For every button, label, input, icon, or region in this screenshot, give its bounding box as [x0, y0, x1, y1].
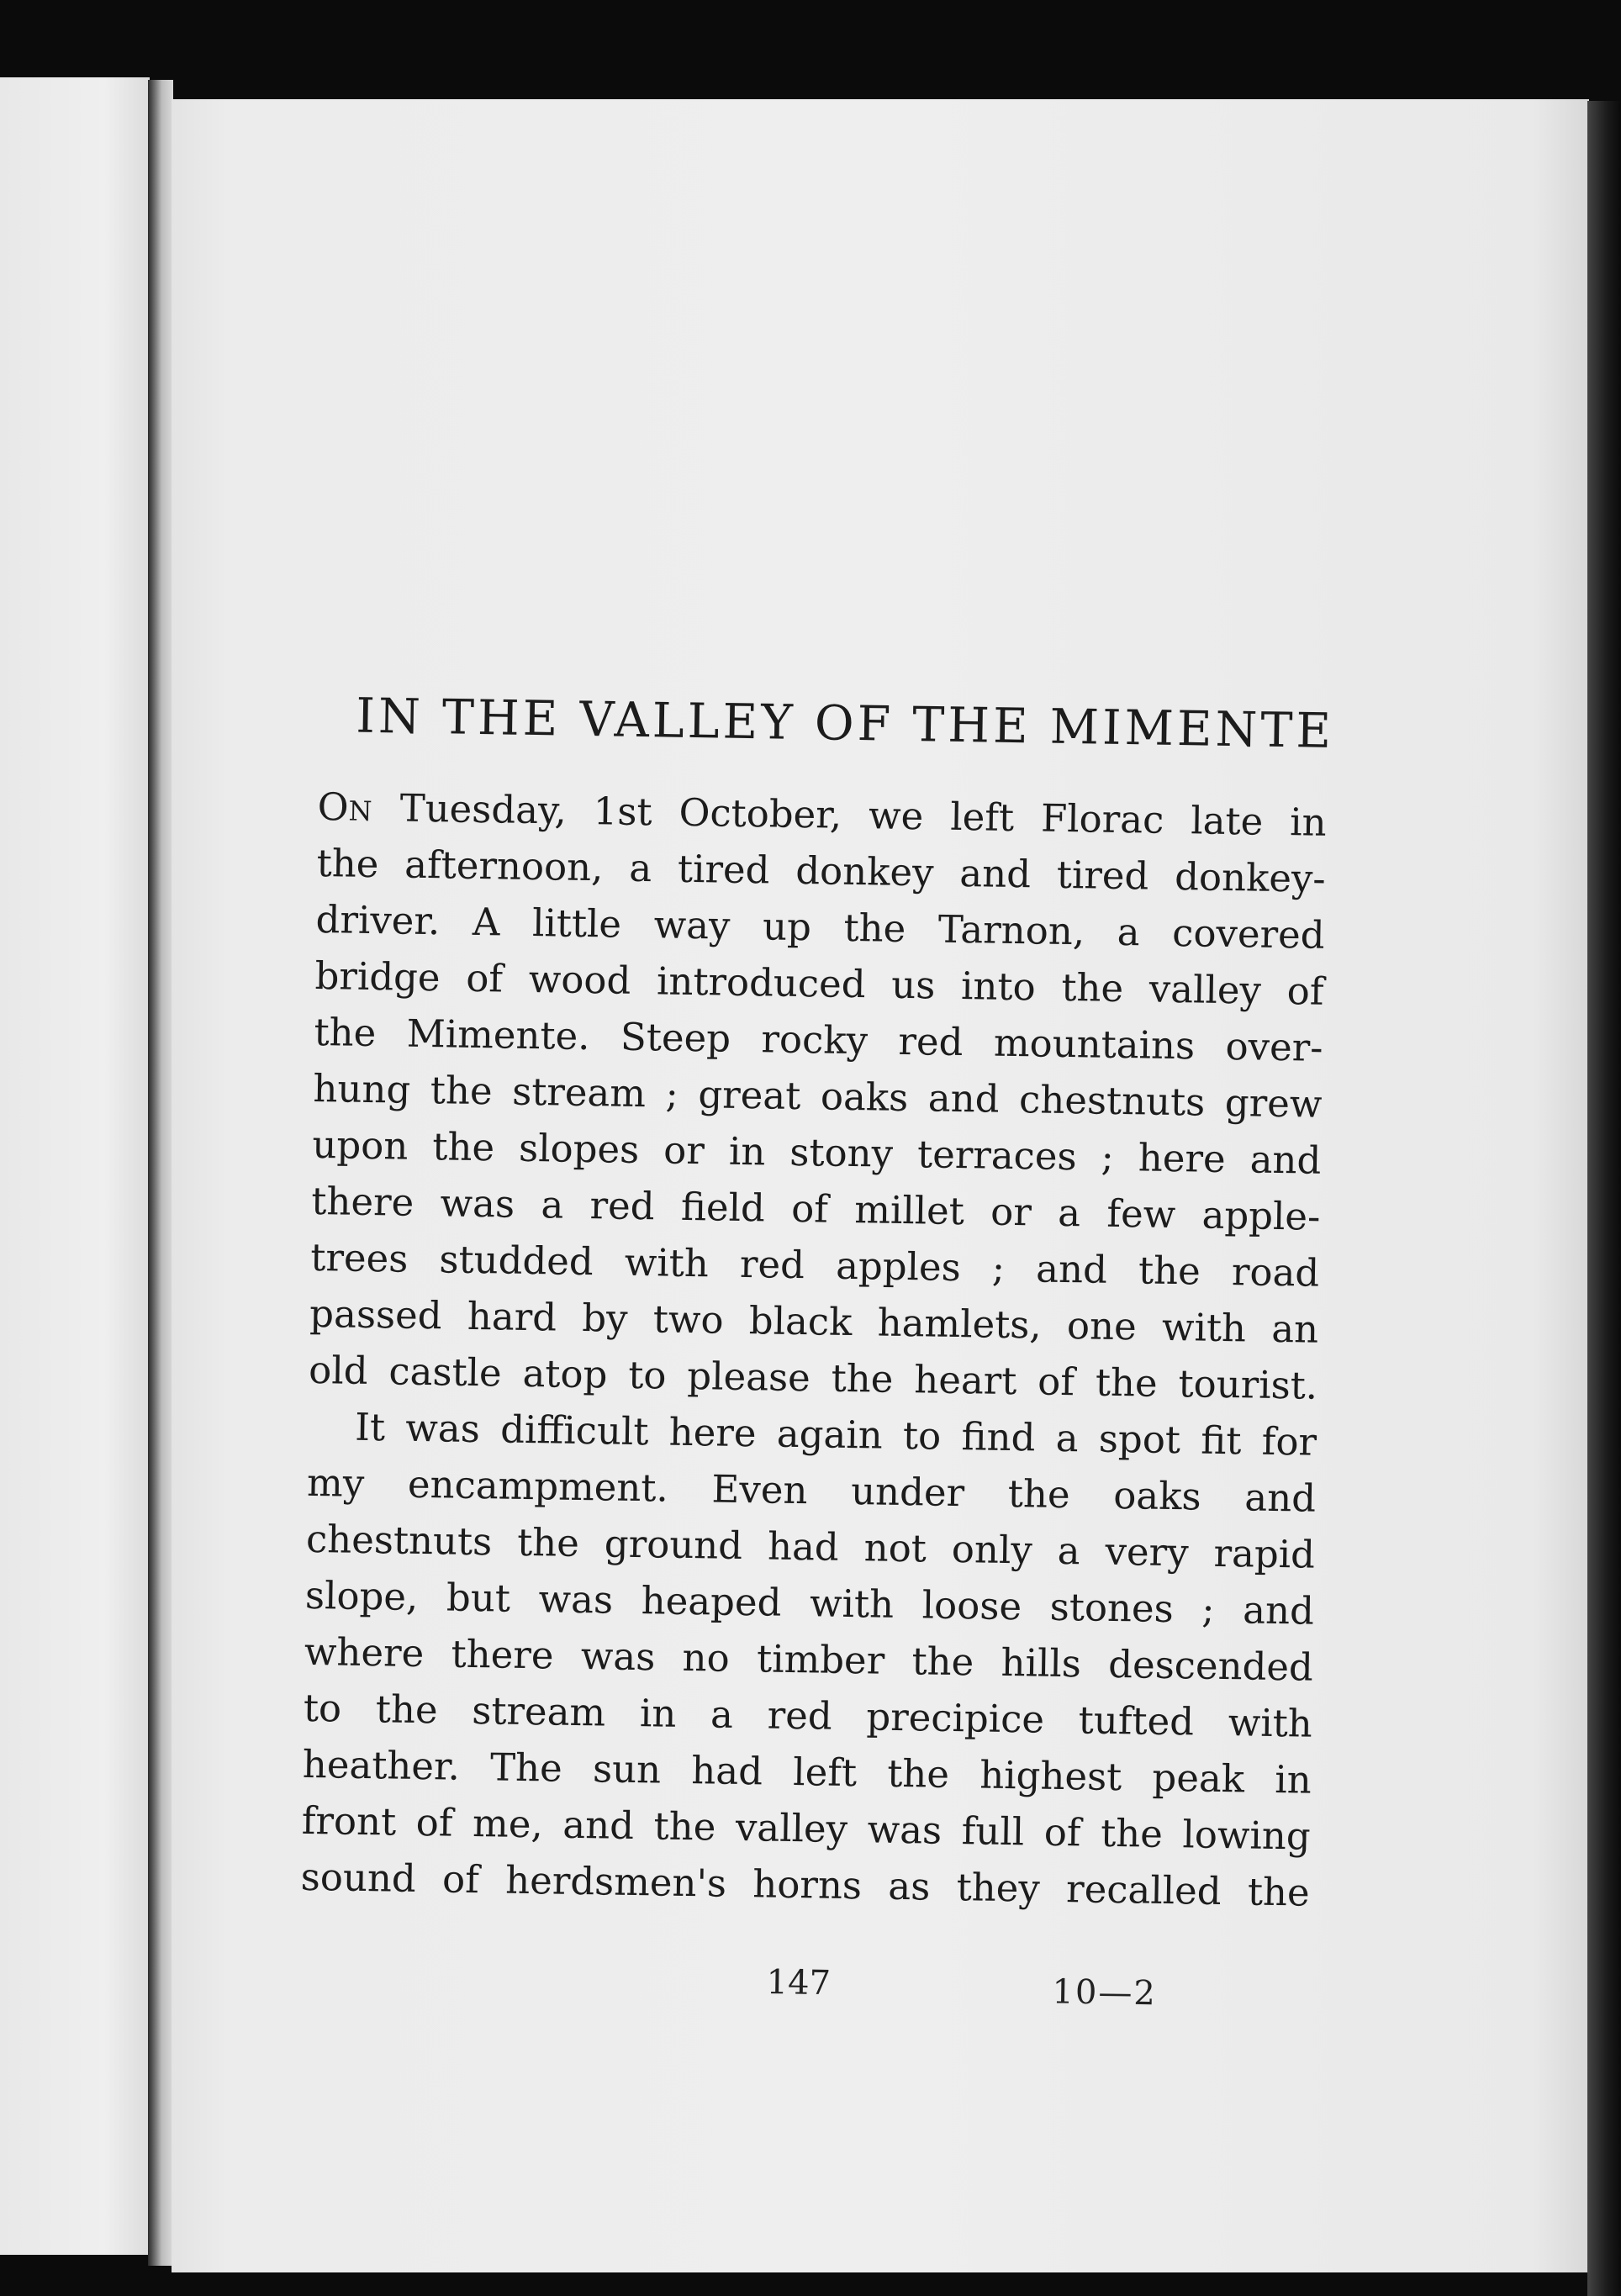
left-page-edge	[0, 77, 150, 2255]
text-line: where there was no timber the hills descended	[304, 1628, 1314, 1690]
text-line: slope, but was heaped with loose stones ; and	[304, 1572, 1315, 1634]
page-number: 147	[766, 1963, 832, 2003]
text-line: driver. A little way up the Tarnon, a covered	[315, 896, 1325, 958]
text-line: It was difficult here again to find a spot fit for	[354, 1404, 1317, 1465]
right-page-edge	[1587, 101, 1621, 2296]
text-line: bridge of wood introduced us into the valley of	[314, 953, 1324, 1014]
chapter-title: IN THE VALLEY OF THE MIMENTE	[355, 688, 1335, 759]
dropcap: ON	[317, 784, 373, 830]
text-line: passed hard by two black hamlets, one with an	[309, 1291, 1319, 1352]
text-line: the Mimente. Steep rocky red mountains over-	[314, 1009, 1323, 1070]
text-line: sound of herdsmen's horns as they recalled the	[300, 1854, 1311, 1915]
text-line: to the stream in a red precipice tufted with	[303, 1685, 1313, 1746]
text-line: my encampment. Even under the oaks and	[306, 1459, 1317, 1521]
signature-mark: 10—2	[1052, 1972, 1158, 2014]
text-line: ON Tuesday, 1st October, we left Florac late in	[317, 784, 1328, 845]
book-gutter	[148, 80, 173, 2266]
page-text	[300, 688, 1335, 1921]
text-line: hung the stream ; great oaks and chestnuts grew	[313, 1065, 1323, 1127]
text-line: trees studded with red apples ; and the road	[309, 1234, 1320, 1296]
paragraph-1	[309, 779, 1327, 1414]
text-line: there was a red field of millet or a few apple-	[310, 1178, 1321, 1239]
text-line: the afternoon, a tired donkey and tired donkey-	[316, 840, 1326, 901]
text-line: chestnuts the ground had not only a very rapid	[305, 1516, 1316, 1577]
text-line: old castle atop to please the heart of the tourist.	[308, 1347, 1318, 1408]
paragraph-2	[300, 1398, 1317, 1921]
text-line: upon the slopes or in stony terraces ; here and	[312, 1122, 1322, 1183]
text-line: heather. The sun had left the highest peak in	[302, 1741, 1312, 1802]
text-line: front of me, and the valley was full of the lowing	[301, 1797, 1312, 1859]
